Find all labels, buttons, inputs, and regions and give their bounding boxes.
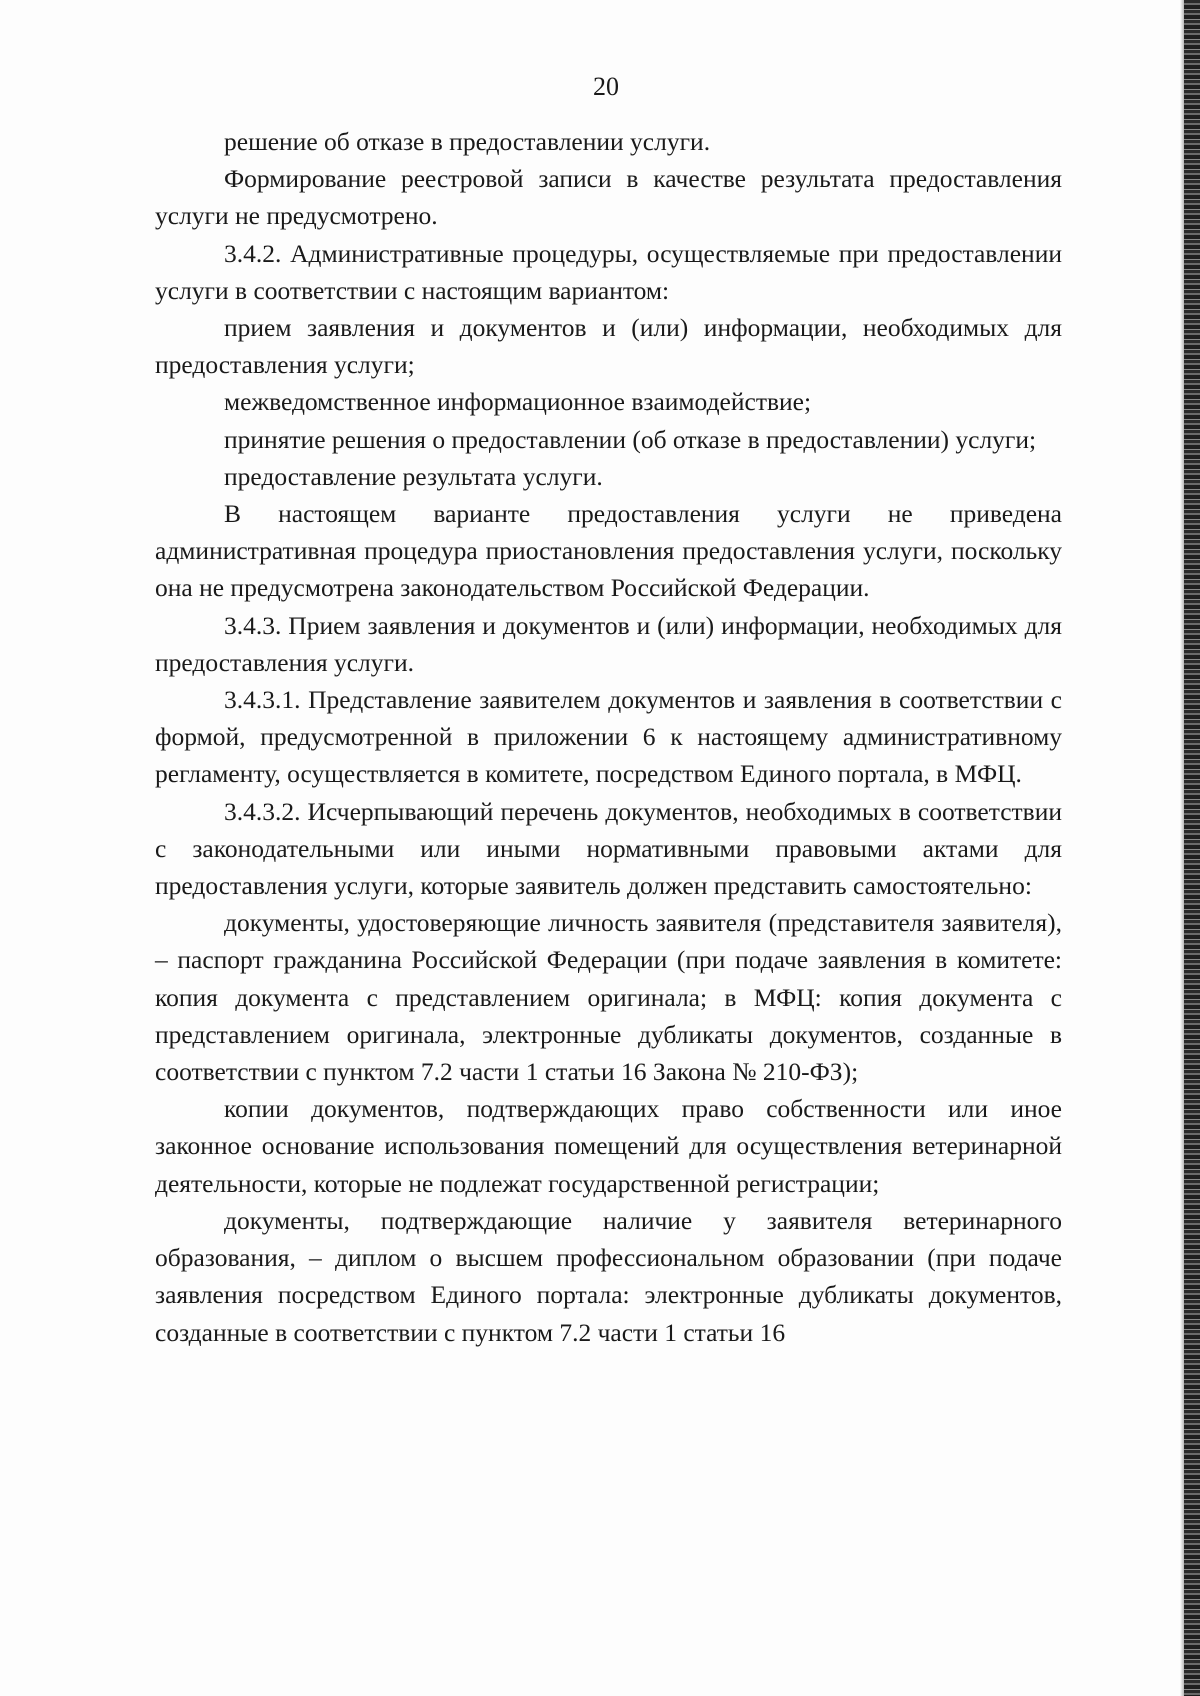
page-number: 20 [593,72,619,101]
document-body [155,123,1062,1351]
paragraph-3-4-2: 3.4.2. Административные процедуры, осуществляемые при предоставлении услуги в соответствии с настоящим вариантом: [155,238,1062,305]
paragraph-3-4-3-1: 3.4.3.1. Представление заявителем документов и заявления в соответствии с формой, предусмотренной в приложении 6 к настоящему административному регламенту, осуществляется в комитете, посредством Единого портала, в МФЦ. [155,685,1062,789]
paragraph-registry-record: Формирование реестровой записи в качестве результата предоставления услуги не предусмотрено. [155,164,1062,231]
scan-edge-shadow [1184,0,1200,1696]
paragraph-list-item-interaction: межведомственное информационное взаимодействие; [224,387,812,417]
paragraph-list-item-result: предоставление результата услуги. [224,461,603,491]
paragraph-education-documents: документы, подтверждающие наличие у заявителя ветеринарного образования, – диплом о высшем профессиональном образовании (при подаче заявления посредством Единого портала: электронные дубликаты документов, созданные в соответствии с пунктом 7.2 части 1 статьи 16 [155,1205,1062,1347]
paragraph-refusal-decision: решение об отказе в предоставлении услуги. [224,127,711,156]
paragraph-list-item-reception: прием заявления и документов и (или) информации, необходимых для предоставления услуги; [155,313,1062,380]
paragraph-property-documents: копии документов, подтверждающих право собственности или иное законное основание использования помещений для осуществления ветеринарной деятельности, которые не подлежат государственной регистрации; [155,1094,1062,1198]
paragraph-3-4-3-2: 3.4.3.2. Исчерпывающий перечень документов, необходимых в соответствии с законодательными или иными нормативными правовыми актами для предоставления услуги, которые заявитель должен представить самостоятельно: [155,796,1062,901]
paragraph-identity-documents: документы, удостоверяющие личность заявителя (представителя заявителя), – паспорт гражданина Российской Федерации (при подаче заявления в комитете: копия документа с представлением оригинала; в МФЦ: копия документа с представлением оригинала, электронные дубликаты документов, созданные в соответствии с пунктом 7.2 части 1 статьи 16 Закона № 210-ФЗ); [155,908,1062,1087]
paragraph-suspension-note: В настоящем варианте предоставления услуги не приведена административная процедура приостановления предоставления услуги, поскольку она не предусмотрена законодательством Российской Федерации. [155,499,1062,603]
paragraph-3-4-3: 3.4.3. Прием заявления и документов и (или) информации, необходимых для предоставления услуги. [155,610,1062,677]
paragraph-list-item-decision: принятие решения о предоставлении (об отказе в предоставлении) услуги; [224,424,1037,454]
